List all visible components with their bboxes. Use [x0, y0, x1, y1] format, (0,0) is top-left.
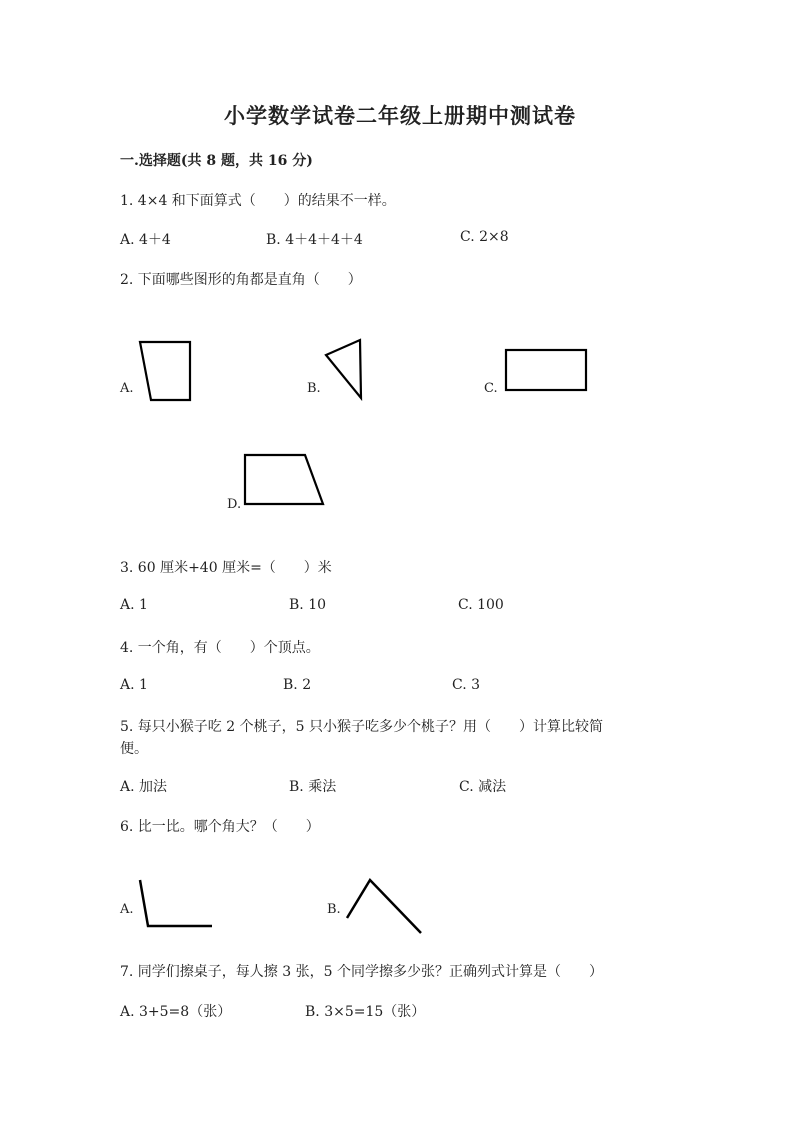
right-angle-shape	[140, 880, 212, 926]
q6-label-a: A.	[120, 902, 134, 917]
question-5-line-2: 便。	[120, 741, 148, 757]
question-2: 2. 下面哪些图形的角都是直角（ ）	[120, 272, 362, 288]
q6-label-b: B.	[327, 902, 341, 917]
question-6: 6. 比一比。哪个角大？（ ）	[120, 819, 320, 835]
q5-option-a: A. 加法	[120, 779, 168, 795]
question-3: 3. 60 厘米+40 厘米=（ ）米	[120, 560, 332, 576]
q1-option-a: A. 4＋4	[120, 232, 171, 248]
triangle-shape	[326, 340, 361, 398]
q3-option-b: B. 10	[289, 597, 327, 613]
q7-option-b: B. 3×5=15（张）	[305, 1004, 426, 1020]
q4-option-b: B. 2	[283, 677, 312, 693]
q2-label-b: B.	[307, 381, 321, 396]
acute-angle-shape	[347, 880, 421, 933]
question-1: 1. 4×4 和下面算式（ ）的结果不一样。	[120, 193, 396, 209]
question-7: 7. 同学们擦桌子，每人擦 3 张，5 个同学擦多少张？正确列式计算是（ ）	[120, 964, 603, 980]
q2-label-c: C.	[484, 381, 498, 396]
q5-option-b: B. 乘法	[289, 779, 337, 795]
section-heading: 一.选择题(共 8 题，共 16 分)	[120, 153, 313, 169]
parallelogram-shape	[245, 455, 323, 504]
q3-option-c: C. 100	[458, 597, 504, 613]
question-4: 4. 一个角，有（ ）个顶点。	[120, 640, 320, 656]
q1-option-c: C. 2×8	[460, 229, 509, 245]
page-title: 小学数学试卷二年级上册期中测试卷	[224, 103, 576, 128]
q4-option-a: A. 1	[120, 677, 148, 693]
q3-option-a: A. 1	[120, 597, 148, 613]
q5-option-c: C. 减法	[459, 779, 507, 795]
q1-option-b: B. 4＋4＋4＋4	[266, 232, 363, 248]
q7-option-a: A. 3+5=8（张）	[120, 1004, 232, 1020]
question-5-line-1: 5. 每只小猴子吃 2 个桃子，5 只小猴子吃多少个桃子？用（ ）计算比较简	[120, 719, 603, 735]
q4-option-c: C. 3	[452, 677, 481, 693]
q2-label-a: A.	[120, 381, 134, 396]
rectangle-shape	[506, 350, 586, 390]
trapezoid-shape	[140, 342, 190, 400]
q2-label-d: D.	[227, 497, 242, 512]
